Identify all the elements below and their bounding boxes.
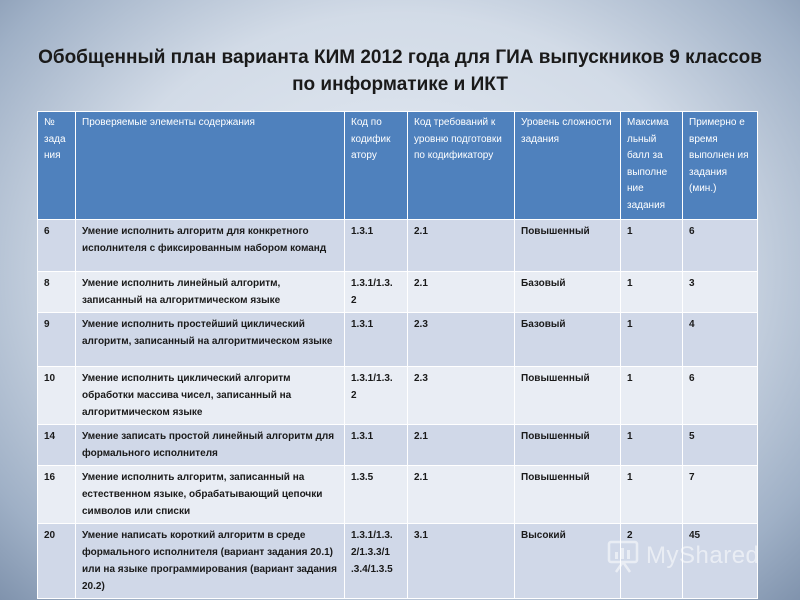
table-row [38, 466, 758, 524]
cell-difficulty-level: Повышенный [515, 367, 621, 425]
cell-max-score: 1 [621, 272, 683, 313]
cell-codifier-code: 1.3.1 [345, 313, 408, 367]
cell-difficulty-level: Высокий [515, 524, 621, 599]
cell-requirement-code: 2.1 [408, 466, 515, 524]
cell-codifier-code: 1.3.1/1.3. 2 [345, 272, 408, 313]
cell-time: 5 [683, 425, 758, 466]
cell-content: Умение написать короткий алгоритм в среде формального исполнителя (вариант задания 20.1) или на языке программирования (вариант задания 20.2) [76, 524, 345, 599]
cell-task-number: 9 [38, 313, 76, 367]
cell-content: Умение исполнить линейный алгоритм, записанный на алгоритмическом языке [76, 272, 345, 313]
cell-content: Умение исполнить простейший циклический алгоритм, записанный на алгоритмическом языке [76, 313, 345, 367]
cell-difficulty-level: Повышенный [515, 425, 621, 466]
page-title [20, 44, 780, 98]
cell-codifier-code: 1.3.1/1.3. 2 [345, 367, 408, 425]
cell-time: 45 [683, 524, 758, 599]
cell-codifier-code: 1.3.1 [345, 220, 408, 272]
cell-task-number: 20 [38, 524, 76, 599]
cell-requirement-code: 2.1 [408, 220, 515, 272]
header-max-score: Максима льный балл за выполне ние задания [621, 112, 683, 220]
cell-requirement-code: 2.3 [408, 313, 515, 367]
cell-max-score: 1 [621, 367, 683, 425]
cell-codifier-code: 1.3.1 [345, 425, 408, 466]
cell-content: Умение исполнить алгоритм для конкретного исполнителя с фиксированным набором команд [76, 220, 345, 272]
watermark [606, 536, 759, 576]
presentation-board-icon [606, 538, 640, 574]
header-codifier-code: Код по кодифик атору [345, 112, 408, 220]
cell-task-number: 6 [38, 220, 76, 272]
table-row [38, 425, 758, 466]
cell-difficulty-level: Базовый [515, 272, 621, 313]
cell-max-score: 1 [621, 313, 683, 367]
cell-requirement-code: 2.1 [408, 425, 515, 466]
cell-time: 3 [683, 272, 758, 313]
cell-time: 6 [683, 220, 758, 272]
cell-task-number: 8 [38, 272, 76, 313]
cell-difficulty-level: Повышенный [515, 220, 621, 272]
header-task-number: № зада ния [38, 112, 76, 220]
table-row [38, 272, 758, 313]
cell-difficulty-level: Повышенный [515, 466, 621, 524]
plan-table [37, 111, 758, 599]
cell-content: Умение записать простой линейный алгоритм для формального исполнителя [76, 425, 345, 466]
cell-max-score: 1 [621, 425, 683, 466]
table-row [38, 367, 758, 425]
cell-max-score: 1 [621, 220, 683, 272]
cell-task-number: 10 [38, 367, 76, 425]
header-difficulty-level: Уровень сложности задания [515, 112, 621, 220]
cell-time: 7 [683, 466, 758, 524]
cell-codifier-code: 1.3.5 [345, 466, 408, 524]
header-content-elements: Проверяемые элементы содержания [76, 112, 345, 220]
cell-time: 6 [683, 367, 758, 425]
cell-max-score: 2 [621, 524, 683, 599]
cell-difficulty-level: Базовый [515, 313, 621, 367]
title-line-1: Обобщенный план варианта КИМ 2012 года для ГИА выпускников 9 классов [38, 47, 762, 68]
cell-content: Умение исполнить циклический алгоритм обработки массива чисел, записанный на алгоритмическом языке [76, 367, 345, 425]
header-approx-time: Примерно е время выполнен ия задания (мин.) [683, 112, 758, 220]
cell-requirement-code: 2.1 [408, 272, 515, 313]
header-requirement-code: Код требований к уровню подготовки по кодификатору [408, 112, 515, 220]
watermark-text: MyShared [646, 542, 760, 569]
cell-time: 4 [683, 313, 758, 367]
cell-content: Умение исполнить алгоритм, записанный на естественном языке, обрабатывающий цепочки символов или списки [76, 466, 345, 524]
cell-task-number: 14 [38, 425, 76, 466]
cell-codifier-code: 1.3.1/1.3. 2/1.3.3/1 .3.4/1.3.5 [345, 524, 408, 599]
cell-max-score: 1 [621, 466, 683, 524]
cell-task-number: 16 [38, 466, 76, 524]
table-row [38, 313, 758, 367]
table-row [38, 220, 758, 272]
cell-requirement-code: 3.1 [408, 524, 515, 599]
cell-requirement-code: 2.3 [408, 367, 515, 425]
title-line-2: по информатике и ИКТ [292, 74, 508, 95]
header-row [38, 112, 758, 220]
